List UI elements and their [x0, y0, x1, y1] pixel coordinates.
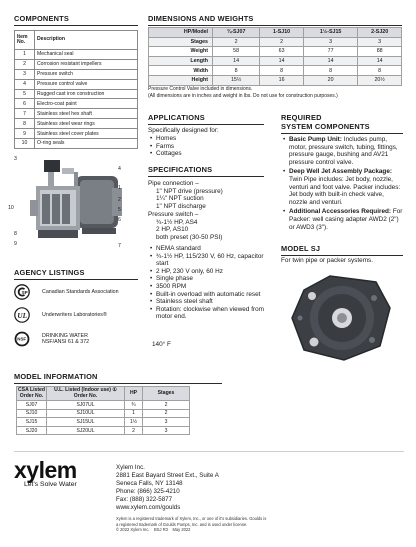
dims-value: 8: [303, 66, 357, 76]
component-row: [15, 119, 138, 129]
dims-value: 3: [358, 37, 402, 47]
required-item: [283, 136, 403, 166]
model-cell: SJ10UL: [47, 409, 125, 418]
component-item-no: 7: [15, 109, 35, 119]
model-cell: 3: [143, 426, 190, 435]
col-sj10: 1-SJ10: [260, 28, 304, 38]
ul-logo-icon: [14, 307, 30, 323]
legal-line: © 2022 Xylem Inc. BSJ R3 May 2022: [116, 527, 191, 533]
col-sj07: ¾-SJ07: [213, 28, 260, 38]
dims-row: [149, 37, 402, 47]
temperature: 140° F: [152, 341, 171, 348]
required-item-text: Includes pump, motor, pressure switch, tubing, fittings, pressure gauge, bushing and AV21 pressure control valve.: [289, 136, 398, 166]
component-row: [15, 129, 138, 139]
spec-line: 1" NPT discharge: [156, 202, 206, 210]
dims-value: 16: [260, 75, 304, 85]
spec-line: both preset (30-50 PSI): [156, 233, 223, 241]
model-info-table: [16, 386, 190, 435]
model-cell: 2: [143, 409, 190, 418]
model-info-rule: [14, 383, 222, 384]
spec-item: • NEMA standard: [150, 245, 264, 253]
model-cell: SJ20: [17, 426, 47, 435]
spec-item: • ¾-1½ HP, 115/230 V, 60 Hz, capacitor start: [150, 253, 264, 268]
dims-value: 15½: [213, 75, 260, 85]
model-cell: 1: [125, 409, 143, 418]
csa-logo-icon: [14, 284, 30, 300]
dims-row: [149, 47, 402, 57]
required-title-1: REQUIRED: [281, 113, 322, 122]
spec-line: 1¼" NPT suction: [156, 195, 204, 203]
component-item-no: 8: [15, 119, 35, 129]
col-sj15: 1½-SJ15: [303, 28, 357, 38]
footer-divider: [14, 451, 404, 452]
nsf-logo-icon: [14, 331, 30, 347]
spec-item: • Single phase: [150, 275, 264, 283]
required-rule: [281, 133, 403, 134]
component-description: Electro-coat paint: [35, 99, 138, 109]
agency-rule: [14, 279, 138, 280]
component-description: Mechanical seal: [35, 50, 138, 60]
nsf-line1: DRINKING WATER: [42, 332, 88, 339]
application-item: • Homes: [150, 135, 182, 143]
dims-value: 8: [260, 66, 304, 76]
address-line: Phone: (866) 325-4210: [116, 487, 180, 495]
component-description: O-ring seals: [35, 139, 138, 149]
agency-title: AGENCY LISTINGS: [14, 268, 85, 277]
dims-value: 14: [213, 56, 260, 66]
component-description: Stainless steel hex shaft: [35, 109, 138, 119]
model-cell: SJ07UL: [47, 401, 125, 410]
dims-value: 2: [213, 37, 260, 47]
address-line: www.xylem.com/goulds: [116, 503, 181, 511]
agency-nsf: [14, 331, 89, 347]
model-sj-title: MODEL SJ: [281, 244, 321, 253]
model-cell: SJ10: [17, 409, 47, 418]
application-item: • Cottages: [150, 150, 182, 158]
dims-value: 3: [303, 37, 357, 47]
col-item-no: Item No.: [15, 31, 35, 50]
callout-label: 8: [14, 231, 17, 237]
model-row: [17, 401, 190, 410]
dimensions-note-2: (All dimensions are in inches and weight in lbs. Do not use for construction purposes.): [148, 93, 338, 99]
component-row: [15, 99, 138, 109]
model-cell: SJ07: [17, 401, 47, 410]
dimensions-rule: [148, 25, 402, 26]
dims-row: [149, 56, 402, 66]
col-csa: CSA Listed Order No.: [18, 387, 45, 399]
col-hp-model: HP/Model: [149, 28, 213, 38]
spec-item: • Stainless steel shaft: [150, 298, 264, 306]
col-ul: U.L. Listed (Indoor use) ① Order No.: [47, 387, 125, 401]
spec-line: ¾-1½ HP, AS4: [156, 218, 198, 226]
required-item-text: For Packer: well casing adapter AWD2 (2") or AWD3 (3").: [289, 208, 403, 231]
component-row: [15, 109, 138, 119]
required-item: [283, 168, 403, 206]
spec-line: Pressure switch –: [148, 211, 199, 218]
dimensions-table: [148, 27, 402, 86]
footer-legal: [116, 516, 266, 533]
dimensions-title: DIMENSIONS AND WEIGHTS: [148, 14, 254, 23]
dims-value: 8: [213, 66, 260, 76]
ul-text: Underwriters Laboratories®: [42, 311, 107, 318]
dims-value: 14: [303, 56, 357, 66]
model-cell: SJ15UL: [47, 418, 125, 427]
component-row: [15, 79, 138, 89]
specifications-title: SPECIFICATIONS: [148, 165, 213, 174]
dims-value: 63: [260, 47, 304, 57]
dims-row: [149, 66, 402, 76]
col-description: Description: [35, 31, 138, 50]
component-item-no: 2: [15, 59, 35, 69]
applications-rule: [148, 124, 264, 125]
callout-label: 5: [118, 207, 121, 213]
dims-row-label: Height: [149, 75, 213, 85]
nsf-line2: NSF/ANSI 61 & 372: [42, 339, 90, 345]
applications-title: APPLICATIONS: [148, 113, 205, 122]
pipe-connection: [148, 180, 223, 210]
dims-row-label: Weight: [149, 47, 213, 57]
components-header-row: [15, 31, 138, 50]
legal-line: Xylem is a registered trademark of Xylem, Inc., or one of it's subsidiaries. Goulds is: [116, 516, 267, 521]
callout-label: 1: [118, 185, 121, 191]
model-cell: SJ20UL: [47, 426, 125, 435]
required-item-head: Deep Well Jet Assembly Package:: [289, 168, 393, 176]
model-row: [17, 418, 190, 427]
model-row: [17, 426, 190, 435]
spec-item: • Built-in overload with automatic reset: [150, 291, 264, 299]
component-description: Stainless steel cover plates: [35, 129, 138, 139]
callout-label: 9: [14, 241, 17, 247]
callout-label: 2: [118, 197, 121, 203]
model-row: [17, 409, 190, 418]
spec-line: 2 HP, AS10: [156, 226, 189, 234]
spec-item: • 2 HP, 230 V only, 60 Hz: [150, 268, 264, 276]
components-table: [14, 30, 138, 149]
applications-list: [150, 135, 182, 158]
component-description: Pressure switch: [35, 69, 138, 79]
agency-ul: [14, 307, 107, 323]
pressure-switch: [148, 211, 222, 241]
dims-value: 58: [213, 47, 260, 57]
required-title-2: SYSTEM COMPONENTS: [281, 122, 370, 131]
col-stages: Stages: [143, 387, 190, 401]
callout-label: 3: [14, 156, 17, 162]
model-cell: ¾: [125, 401, 143, 410]
required-item-head: Basic Pump Unit:: [289, 136, 342, 143]
xylem-tagline: Let's Solve Water: [24, 481, 77, 488]
component-item-no: 3: [15, 69, 35, 79]
col-sj20: 2-SJ20: [358, 28, 402, 38]
component-row: [15, 69, 138, 79]
csa-text: Canadian Standards Association: [42, 288, 119, 295]
footer-address: [116, 464, 219, 511]
spec-item: • 3500 RPM: [150, 283, 264, 291]
component-item-no: 6: [15, 99, 35, 109]
dims-value: 88: [358, 47, 402, 57]
dimensions-note-1: Pressure Control Valve included in dimensions.: [148, 86, 253, 92]
application-item: • Farms: [150, 143, 182, 151]
address-line: Seneca Falls, NY 13148: [116, 479, 183, 487]
callout-label: 4: [118, 166, 121, 172]
component-description: Stainless steel wear rings: [35, 119, 138, 129]
model-cell: 1½: [125, 418, 143, 427]
component-row: [15, 50, 138, 60]
spec-item: • Rotation: clockwise when viewed from motor end.: [150, 306, 264, 321]
dims-row-label: Stages: [149, 37, 213, 47]
component-item-no: 4: [15, 79, 35, 89]
specifications-rule: [148, 176, 264, 177]
model-cell: 2: [125, 426, 143, 435]
callout-label: 6: [118, 217, 121, 223]
model-cell: SJ15: [17, 418, 47, 427]
dims-value: 14: [358, 56, 402, 66]
dims-value: 14: [260, 56, 304, 66]
required-list: [283, 136, 403, 233]
specifications-list: [150, 245, 264, 321]
component-item-no: 9: [15, 129, 35, 139]
spec-line: Pipe connection –: [148, 180, 199, 187]
component-item-no: 1: [15, 50, 35, 60]
component-description: Corrosion resistant impellers: [35, 59, 138, 69]
legal-line: a registered trademark of Goulds Pumps, Inc. and is used under license.: [116, 521, 248, 527]
model-sj-text: For twin pipe or packer systems.: [281, 257, 373, 264]
callout-label: 7: [118, 243, 121, 249]
model-header-row: [17, 387, 190, 401]
address-line: 2881 East Bayard Street Ext., Suite A: [116, 471, 219, 479]
model-cell: 2: [143, 401, 190, 410]
components-rule: [14, 25, 138, 26]
component-row: [15, 59, 138, 69]
address-line: Fax: (888) 322-5877: [116, 495, 173, 503]
svg-text:UL: UL: [17, 311, 27, 320]
component-description: Rugged cast iron construction: [35, 89, 138, 99]
model-info-title: MODEL INFORMATION: [14, 372, 98, 381]
xylem-logo: xylem: [14, 457, 77, 483]
required-item-text: Twin Pipe includes: Jet body, nozzle, venturi and foot valve. Packer includes: Jet body with built-in check valve, nozzle and venturi.: [289, 175, 401, 206]
required-item: [283, 208, 403, 231]
spec-line: 1" NPT drive (pressure): [156, 187, 223, 195]
col-hp: HP: [125, 387, 143, 401]
dims-header-row: [149, 28, 402, 38]
component-description: Pressure control valve: [35, 79, 138, 89]
component-row: [15, 89, 138, 99]
components-title: COMPONENTS: [14, 14, 69, 23]
model-cell: 3: [143, 418, 190, 427]
svg-text:NSF: NSF: [17, 336, 27, 342]
callout-label: 10: [8, 205, 14, 211]
required-item-head: Additional Accessories Required:: [289, 208, 392, 216]
pump-cutaway-illustration: [22, 146, 130, 246]
svg-text:SP: SP: [21, 290, 28, 295]
model-sj-pump-photo: [290, 272, 394, 362]
dims-value: 77: [303, 47, 357, 57]
component-item-no: 5: [15, 89, 35, 99]
dims-value: 8: [358, 66, 402, 76]
applications-intro: Specifically designed for:: [148, 127, 219, 134]
dims-value: 20: [303, 75, 357, 85]
address-line: Xylem Inc.: [116, 464, 145, 471]
dims-row-label: Width: [149, 66, 213, 76]
dims-value: 2: [260, 37, 304, 47]
dims-value: 20½: [358, 75, 402, 85]
agency-csa: [14, 284, 119, 300]
dims-row-label: Length: [149, 56, 213, 66]
component-item-no: 10: [15, 139, 35, 149]
model-sj-rule: [281, 255, 403, 256]
dims-row: [149, 75, 402, 85]
